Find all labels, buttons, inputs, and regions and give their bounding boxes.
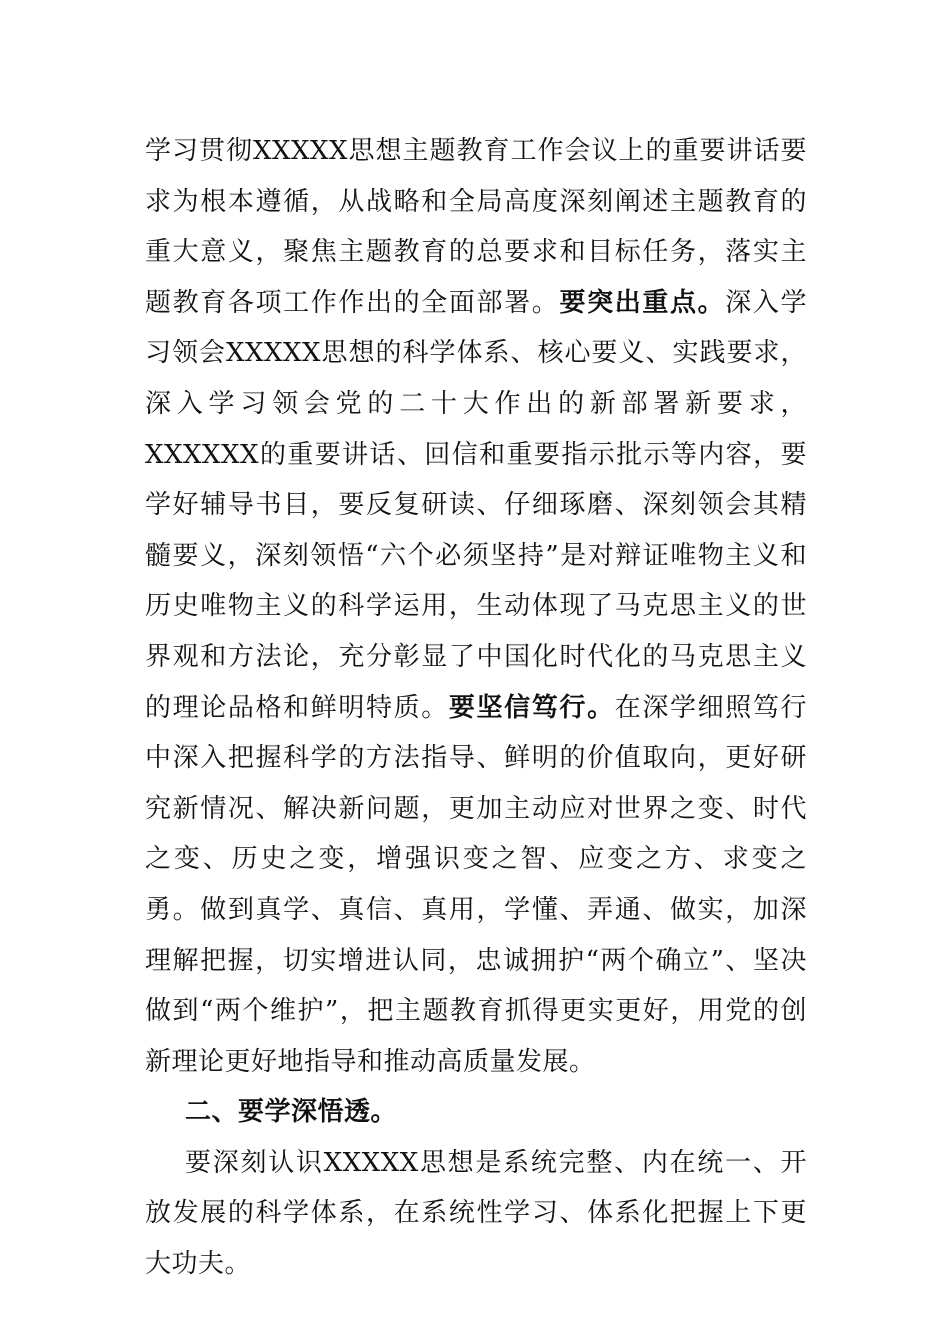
emphasis-heading: 要突出重点。: [559, 287, 726, 318]
section-heading: 二、要学深悟透。: [185, 1097, 398, 1128]
paragraph-text: 在深学细照笃行中深入把握科学的方法指导、鲜明的价值取向，更好研究新情况、解决新问题，更加主动应对世界之变、时代之变、历史之变，增强识变之智、应变之方、求变之勇。做到真学、真信、真用，学懂、弄通、做实，加深理解把握，切实增进认同，忠诚拥护“两个确立”、坚决做到“两个维护”，把主题教育抓得更实更好，用党的创新理论更好地指导和推动高质量发展。: [145, 692, 807, 1077]
document-page: [145, 126, 807, 1290]
emphasis-heading: 要坚信笃行。: [448, 692, 615, 723]
paragraph-text: 学习贯彻XXXXX思想主题教育工作会议上的重要讲话要求为根本遵循，从战略和全局高度深刻阐述主题教育的重大意义，聚焦主题教育的总要求和目标任务，落实主题教育各项工作作出的全面部署。: [145, 136, 807, 318]
body-paragraph: 要深刻认识XXXXX思想是系统完整、内在统一、开放发展的科学体系，在系统性学习、体系化把握上下更大功夫。: [145, 1147, 807, 1280]
paragraph-text: 深入学习领会XXXXX思想的科学体系、核心要义、实践要求，深入学习领会党的二十大作出的新部署新要求，XXXXXX的重要讲话、回信和重要指示批示等内容，要学好辅导书目，要反复研读、仔细琢磨、深刻领会其精髓要义，深刻领悟“六个必须坚持”是对辩证唯物主义和历史唯物主义的科学运用，生动体现了马克思主义的世界观和方法论，充分彰显了中国化时代化的马克思主义的理论品格和鲜明特质。: [145, 287, 807, 723]
body-paragraph: [145, 126, 807, 1087]
